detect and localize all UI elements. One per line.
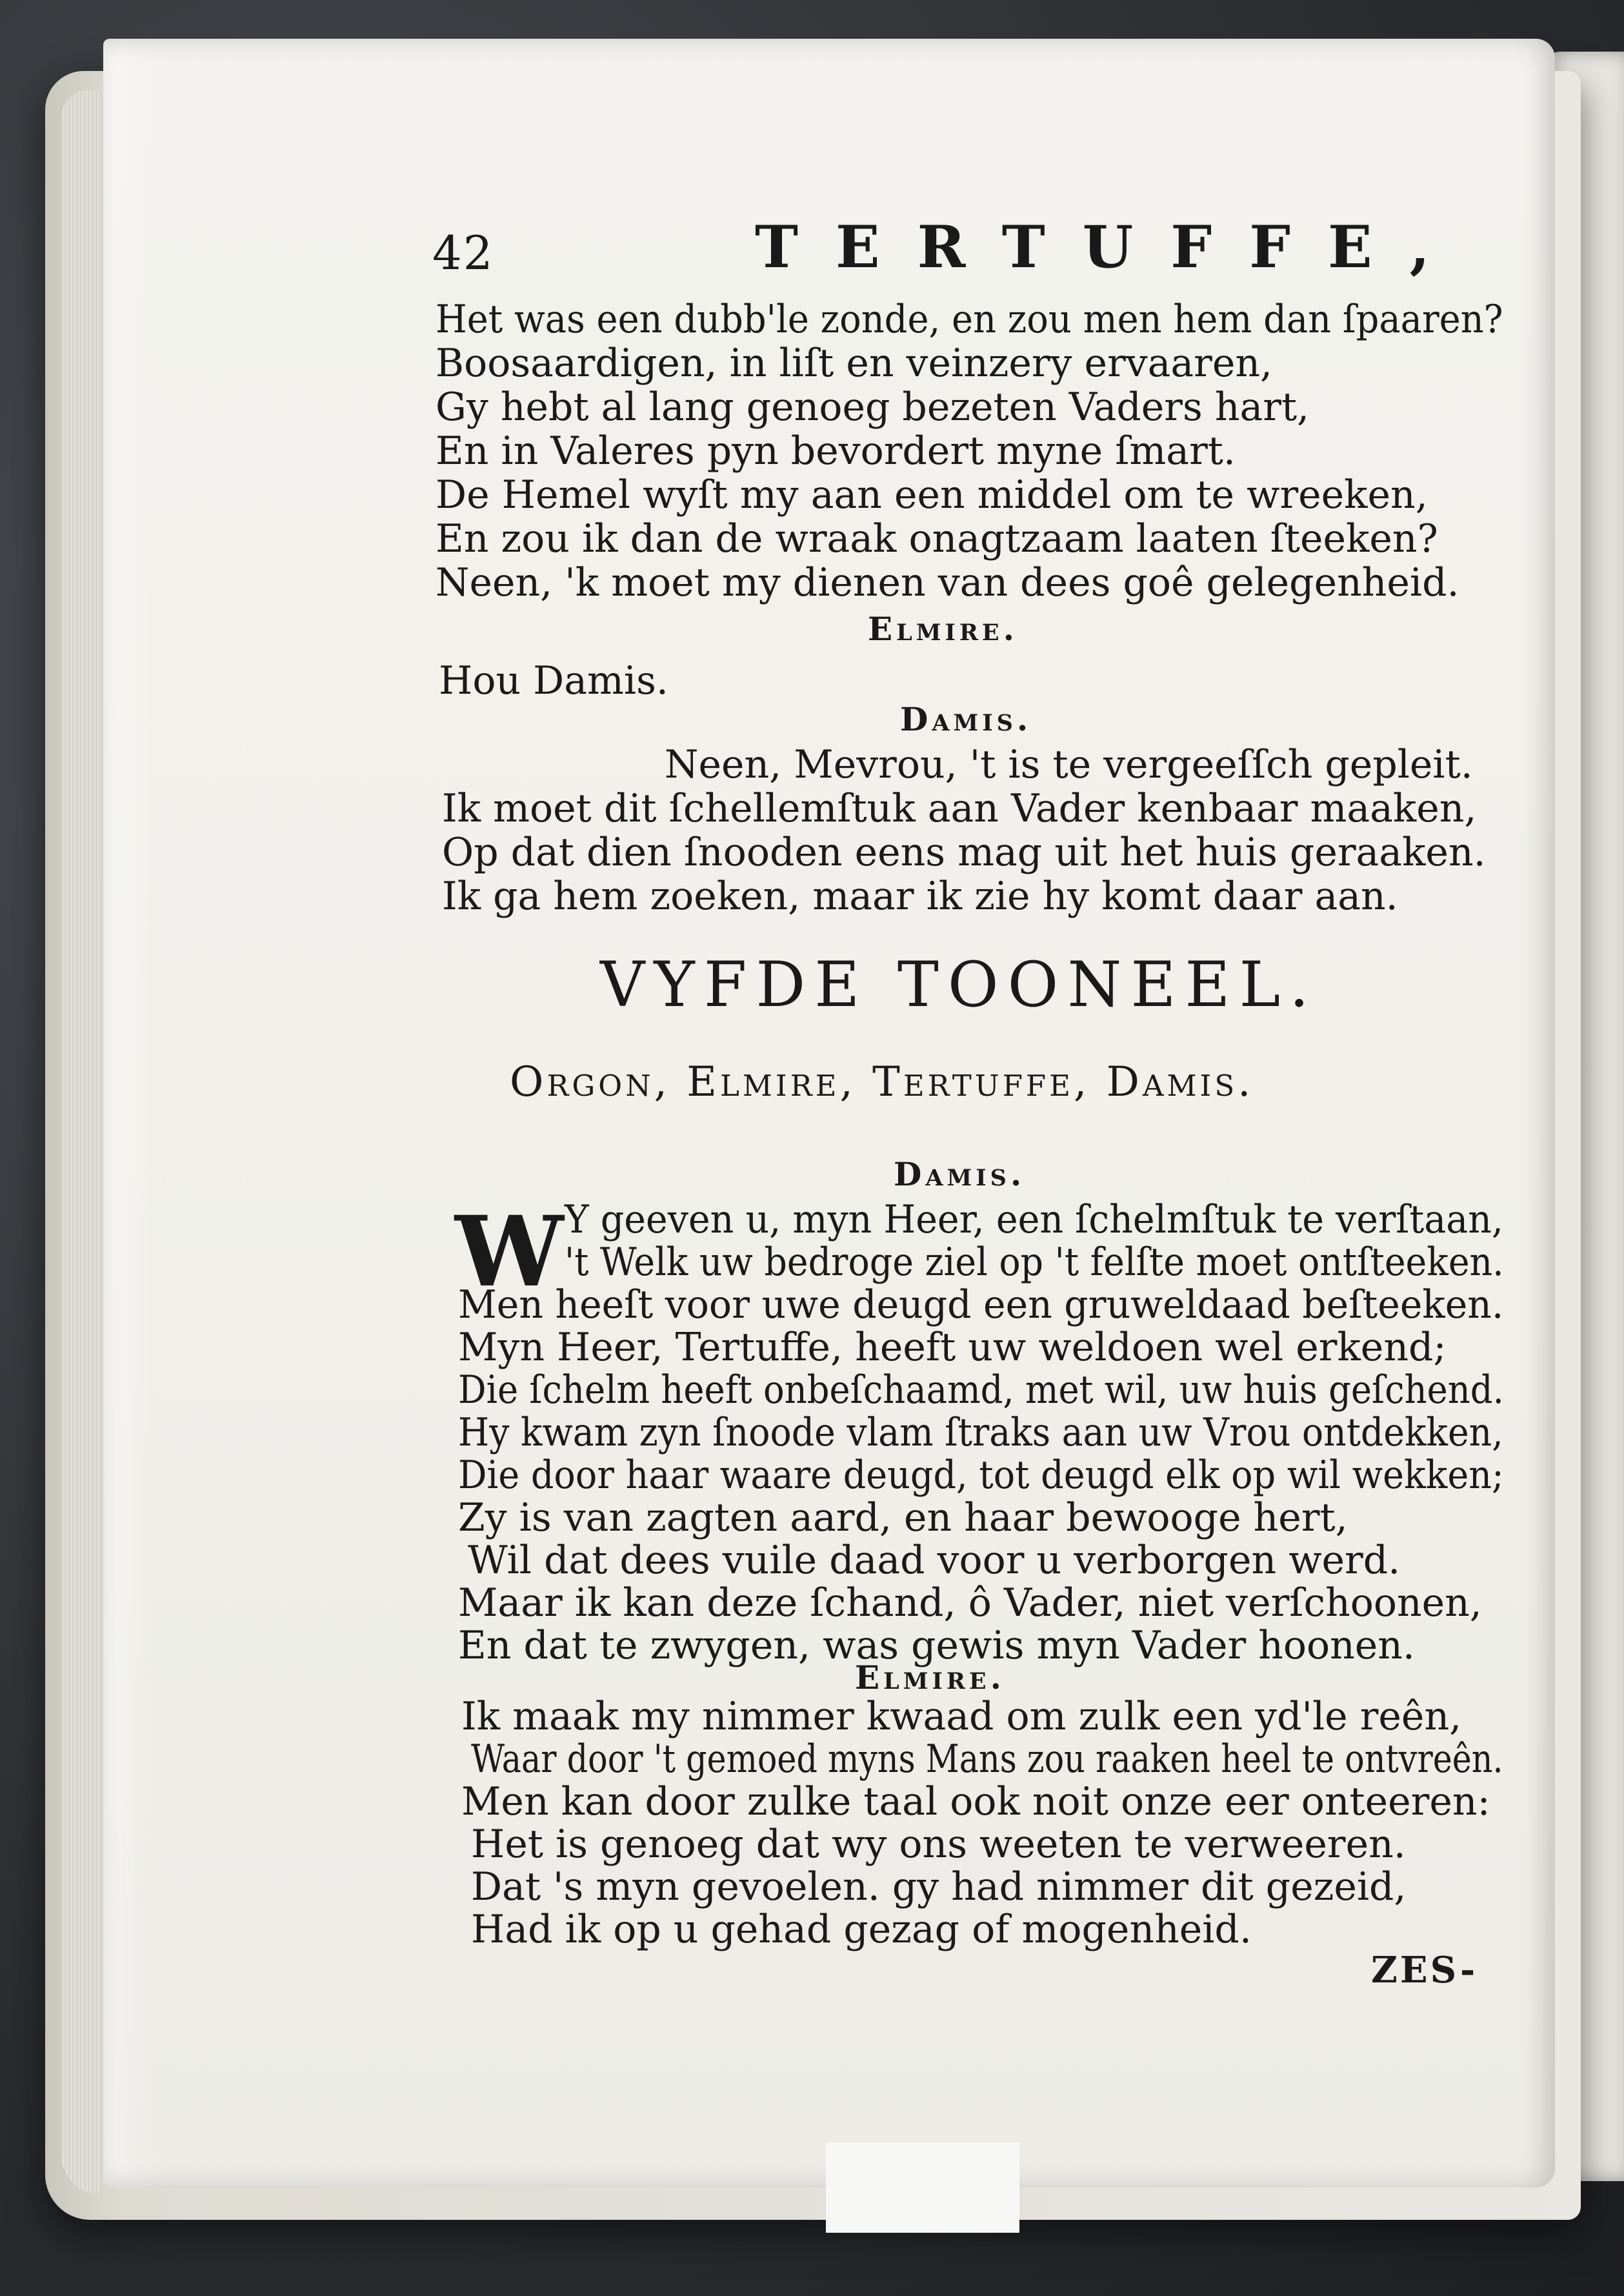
scene-title: VYFDE TOONEEL. bbox=[600, 949, 1318, 1021]
verse-line: Het was een dubb'le zonde, en zou men hem dan ſpaaren? bbox=[436, 297, 1503, 342]
verse-line: En in Valeres pyn bevordert myne ſmart. bbox=[436, 428, 1236, 474]
speaker-damis: Damis. bbox=[894, 1155, 1026, 1193]
verse-line: Boosaardigen, in liſt en veinzery ervaaren, bbox=[436, 341, 1273, 386]
verse-line: Die door haar waare deugd, tot deugd elk op wil wekken; bbox=[458, 1453, 1504, 1498]
verse-line: Waar door 't gemoed myns Mans zou raaken heel te ontvreên. bbox=[471, 1737, 1503, 1782]
verse-line: En zou ik dan de wraak onagtzaam laaten ſteeken? bbox=[436, 516, 1438, 561]
verse-line: Dat 's myn gevoelen. gy had nimmer dit gezeid, bbox=[471, 1864, 1407, 1909]
verse-line: Hy kwam zyn ſnoode vlam ſtraks aan uw Vrou ontdekken, bbox=[458, 1410, 1503, 1455]
verse-line: Ik maak my nimmer kwaad om zulk een yd'le reên, bbox=[461, 1694, 1462, 1739]
scene-cast: Orgon, Elmire, Tertuffe, Damis. bbox=[510, 1058, 1254, 1106]
running-title: TERTUFFE, bbox=[755, 213, 1467, 281]
drop-cap: W bbox=[455, 1195, 564, 1309]
page-number: 42 bbox=[432, 226, 494, 280]
verse-line: Zy is van zagten aard, en haar bewooge hert, bbox=[458, 1495, 1348, 1540]
verse-line: Gy hebt al lang genoeg bezeten Vaders hart, bbox=[436, 385, 1310, 430]
book-page bbox=[103, 39, 1555, 2188]
page-tear-patch bbox=[826, 2142, 1019, 2233]
verse-line: Neen, Mevrou, 't is te vergeeſſch gepleit. bbox=[665, 742, 1473, 787]
verse-line: Y geeven u, myn Heer, een ſchelmſtuk te verſtaan, bbox=[565, 1197, 1504, 1242]
verse-line: Men kan door zulke taal ook noit onze eer onteeren: bbox=[461, 1779, 1490, 1824]
verse-line: 't Welk uw bedroge ziel op 't felſte moet ontſteeken. bbox=[565, 1240, 1504, 1285]
verse-line: Ik moet dit ſchellemſtuk aan Vader kenbaar maaken, bbox=[442, 786, 1477, 831]
verse-line: Wil dat dees vuile daad voor u verborgen werd. bbox=[468, 1538, 1401, 1583]
verse-line: Neen, 'k moet my dienen van dees goê gelegenheid. bbox=[436, 560, 1459, 605]
speaker-elmire: Elmire. bbox=[868, 610, 1019, 648]
verse-line: Had ik op u gehad gezag of mogenheid. bbox=[471, 1907, 1252, 1952]
verse-line: Myn Heer, Tertuffe, heeft uw weldoen wel erkend; bbox=[458, 1325, 1447, 1370]
speaker-elmire: Elmire. bbox=[855, 1658, 1006, 1697]
verse-line: Op dat dien ſnooden eens mag uit het huis geraaken. bbox=[442, 830, 1486, 875]
speaker-damis: Damis. bbox=[900, 700, 1032, 738]
page-fore-edge bbox=[61, 90, 100, 2194]
verse-line: Maar ik kan deze ſchand, ô Vader, niet verſchoonen, bbox=[458, 1580, 1482, 1626]
catchword: ZES- bbox=[1371, 1949, 1478, 1991]
verse-line: Ik ga hem zoeken, maar ik zie hy komt daar aan. bbox=[442, 874, 1398, 919]
verse-line: Men heeſt voor uwe deugd een gruweldaad beſteeken. bbox=[458, 1282, 1504, 1327]
verse-line: Hou Damis. bbox=[439, 658, 668, 703]
verse-line: De Hemel wyſt my aan een middel om te wreeken, bbox=[436, 472, 1428, 518]
verse-line: En dat te zwygen, was gewis myn Vader hoonen. bbox=[458, 1623, 1415, 1668]
verse-line: Het is genoeg dat wy ons weeten te verweeren. bbox=[471, 1822, 1406, 1867]
verse-line: Die ſchelm heeft onbeſchaamd, met wil, uw huis geſchend. bbox=[458, 1367, 1504, 1413]
page-header bbox=[432, 200, 1624, 281]
